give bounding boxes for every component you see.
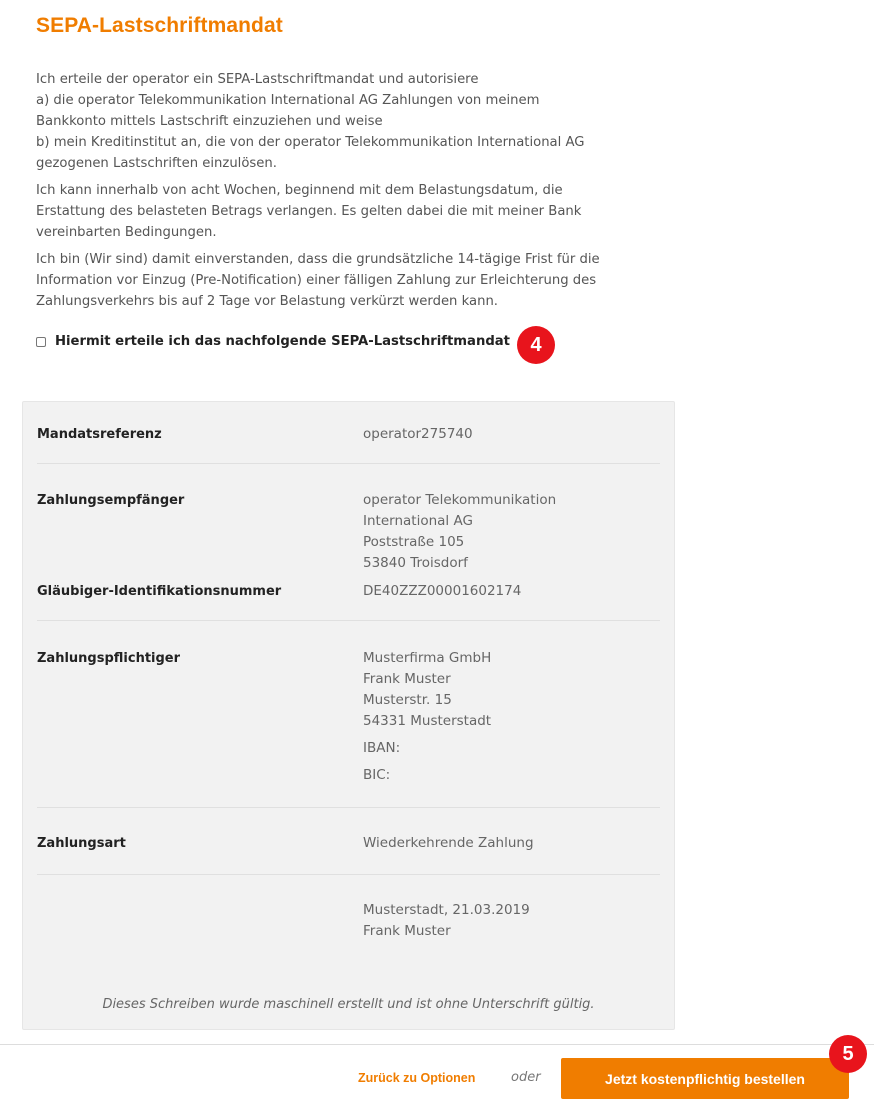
mandate-reference-label: Mandatsreferenz xyxy=(37,427,162,442)
payment-type-value: Wiederkehrende Zahlung xyxy=(363,835,534,851)
divider xyxy=(37,463,660,464)
intro-line: Zahlungsverkehrs bis auf 2 Tage vor Belastung verkürzt werden kann. xyxy=(36,294,499,309)
back-to-options-link[interactable]: Zurück zu Optionen xyxy=(358,1071,476,1085)
action-bar xyxy=(0,1044,874,1100)
intro-line: b) mein Kreditinstitut an, die von der operator Telekommunikation International AG xyxy=(36,135,585,150)
intro-line: Information vor Einzug (Pre-Notification) einer fälligen Zahlung zur Erleichterung des xyxy=(36,273,597,288)
payer-label: Zahlungspflichtiger xyxy=(37,651,181,666)
payee-value xyxy=(363,490,556,574)
intro-paragraph-authorization xyxy=(36,69,666,174)
signature-row xyxy=(37,900,660,942)
payee-line: 53840 Troisdorf xyxy=(363,555,468,571)
payer-line: Frank Muster xyxy=(363,671,451,687)
mandate-intro-text xyxy=(36,69,666,318)
mandate-details-panel xyxy=(22,401,675,1030)
divider xyxy=(37,620,660,621)
intro-line: Erstattung des belasteten Betrags verlangen. Es gelten dabei die mit meiner Bank xyxy=(36,204,582,219)
payer-line: Musterstr. 15 xyxy=(363,692,452,708)
step-badge-5: 5 xyxy=(829,1035,867,1073)
divider xyxy=(37,807,660,808)
intro-paragraph-refund xyxy=(36,180,666,243)
payment-type-label: Zahlungsart xyxy=(37,836,126,851)
payee-row xyxy=(37,490,660,574)
intro-line: Ich kann innerhalb von acht Wochen, beginnend mit dem Belastungsdatum, die xyxy=(36,183,563,198)
payer-line: 54331 Musterstadt xyxy=(363,713,492,729)
intro-line: Ich bin (Wir sind) damit einverstanden, dass die grundsätzliche 14-tägige Frist für die xyxy=(36,252,600,267)
creditor-id-row xyxy=(37,581,660,602)
intro-line: a) die operator Telekommunikation International AG Zahlungen von meinem xyxy=(36,93,540,108)
payer-row xyxy=(37,648,660,786)
divider xyxy=(37,874,660,875)
payer-line: Musterfirma GmbH xyxy=(363,650,492,666)
signature-spacer xyxy=(37,900,363,942)
intro-paragraph-prenotification xyxy=(36,249,666,312)
signature-value xyxy=(363,900,530,942)
payer-bic: BIC: xyxy=(363,767,391,783)
creditor-id-label: Gläubiger-Identifikationsnummer xyxy=(37,584,282,599)
mandate-reference-value: operator275740 xyxy=(363,426,473,442)
mandate-consent[interactable] xyxy=(36,334,510,349)
step-badge-4: 4 xyxy=(517,326,555,364)
payee-label: Zahlungsempfänger xyxy=(37,493,185,508)
page-title: SEPA-Lastschriftmandat xyxy=(36,14,283,37)
mandate-consent-checkbox[interactable] xyxy=(36,337,46,347)
payer-iban: IBAN: xyxy=(363,740,401,756)
order-now-button[interactable]: Jetzt kostenpflichtig bestellen xyxy=(561,1058,849,1099)
machine-generated-note: Dieses Schreiben wurde maschinell erstellt und ist ohne Unterschrift gültig. xyxy=(102,997,595,1012)
intro-line: gezogenen Lastschriften einzulösen. xyxy=(36,156,277,171)
mandate-consent-label[interactable]: Hiermit erteile ich das nachfolgende SEPA-Lastschriftmandat xyxy=(55,334,510,349)
intro-line: Bankkonto mittels Lastschrift einzuziehen und weise xyxy=(36,114,383,129)
payee-line: International AG xyxy=(363,513,473,529)
or-separator: oder xyxy=(511,1070,541,1085)
signature-name: Frank Muster xyxy=(363,923,451,939)
payee-line: operator Telekommunikation xyxy=(363,492,557,508)
intro-line: Ich erteile der operator ein SEPA-Lastschriftmandat und autorisiere xyxy=(36,72,479,87)
payer-value xyxy=(363,648,491,786)
signature-place-date: Musterstadt, 21.03.2019 xyxy=(363,902,530,918)
mandate-reference-row xyxy=(37,424,660,445)
creditor-id-value: DE40ZZZ00001602174 xyxy=(363,583,522,599)
payee-line: Poststraße 105 xyxy=(363,534,465,550)
payment-type-row xyxy=(37,833,660,854)
intro-line: vereinbarten Bedingungen. xyxy=(36,225,217,240)
